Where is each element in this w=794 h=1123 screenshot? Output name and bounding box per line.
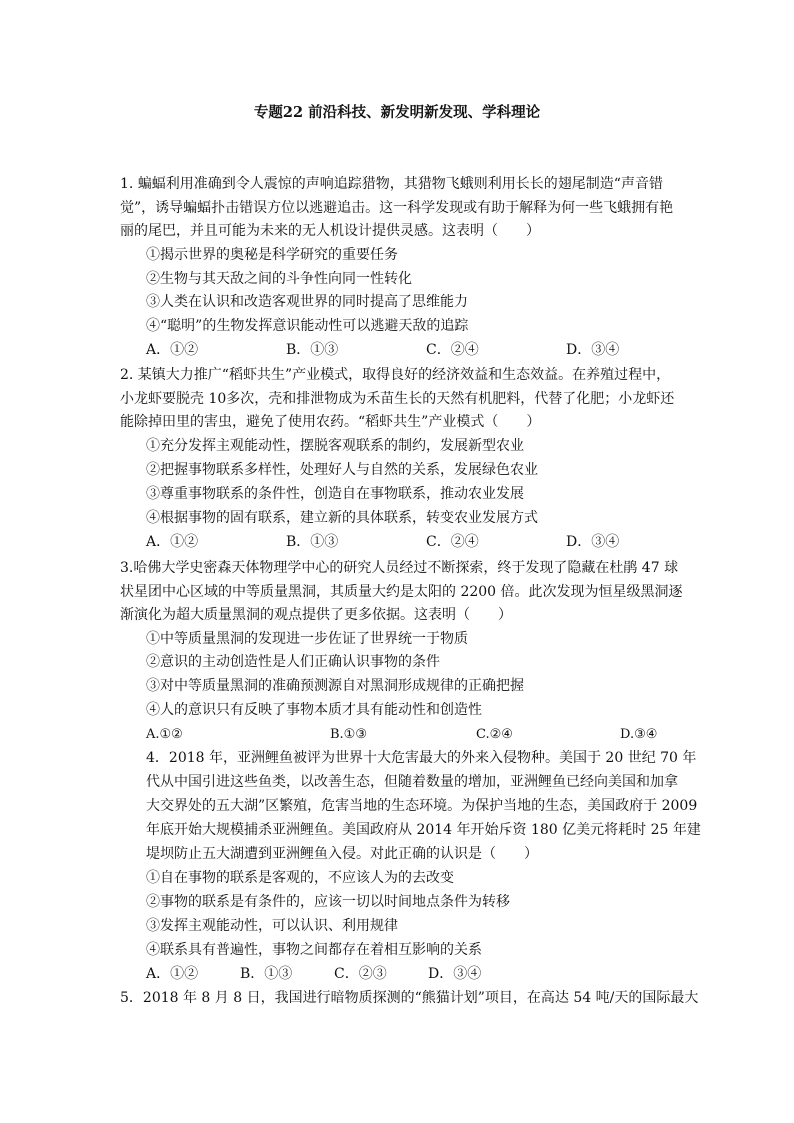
question-4-stem-line: 年底开始大规模捕杀亚洲鲤鱼。美国政府从 2014 年开始斥资 180 亿美元将耗时 25 年建 <box>146 822 701 838</box>
question-2-statement: ③尊重事物联系的条件性，创造自在事物联系，推动农业发展 <box>146 486 524 502</box>
option-d: D．③④ <box>428 966 482 982</box>
question-1-statement: ③人类在认识和改造客观世界的同时提高了思维能力 <box>146 294 468 310</box>
question-2-statement: ②把握事物联系多样性，处理好人与自然的关系，发展绿色农业 <box>146 462 538 478</box>
question-3-stem-line: 状星团中心区域的中等质量黑洞，其质量大约是太阳的 2200 倍。此次发现为恒星级黑洞逐 <box>120 584 683 600</box>
option-d: D．③④ <box>566 534 620 550</box>
question-4-stem-line: 堤坝防止五大湖遭到亚洲鲤鱼入侵。对此正确的认识是（ ） <box>146 846 538 862</box>
question-1-stem-line: 1. 蝙蝠利用准确到令人震惊的声响追踪猎物，其猎物飞蛾则利用长长的翅尾制造“声音错 <box>120 176 663 192</box>
question-1-statement: ①揭示世界的奥秘是科学研究的重要任务 <box>146 247 398 263</box>
question-3-stem-line: 3.哈佛大学史密森天体物理学中心的研究人员经过不断探索，终于发现了隐藏在杜鹃 47 球 <box>120 560 679 576</box>
question-3-statement: ②意识的主动创造性是人们正确认识事物的条件 <box>146 654 440 670</box>
question-2-stem-line: 小龙虾要脱壳 10多次，壳和排泄物成为禾苗生长的天然有机肥料，代替了化肥；小龙虾还 <box>120 391 675 407</box>
option-d: D.③④ <box>620 727 658 742</box>
option-d: D．③④ <box>566 342 620 358</box>
question-4-statement: ②事物的联系是有条件的，应该一切以时间地点条件为转移 <box>146 894 510 910</box>
option-b: B．①③ <box>240 966 293 982</box>
option-a: A．①② <box>146 534 199 550</box>
question-4-stem-line: 代从中国引进这些鱼类，以改善生态，但随着数量的增加，亚洲鲤鱼已经向美国和加拿 <box>146 774 678 790</box>
question-3-statement: ①中等质量黑洞的发现进一步佐证了世界统一于物质 <box>146 631 468 647</box>
question-1-stem-line: 觉”，诱导蝙蝠扑击错误方位以逃避追击。这一科学发现或有助于解释为何一些飞蛾拥有艳 <box>120 200 674 216</box>
question-2-statement: ①充分发挥主观能动性，摆脱客观联系的制约，发展新型农业 <box>146 438 524 454</box>
document-title: 专题22 前沿科技、新发明新发现、学科理论 <box>253 104 541 121</box>
question-1-statement: ②生物与其天敌之间的斗争性向同一性转化 <box>146 271 412 287</box>
option-a: A．①② <box>146 342 199 358</box>
option-c: C.②④ <box>476 727 513 742</box>
option-a: A．①② <box>146 966 199 982</box>
option-c: C．②④ <box>426 534 479 550</box>
question-2-stem-line: 2. 某镇大力推广“稻虾共生”产业模式，取得良好的经济效益和生态效益。在养殖过程中， <box>120 367 671 383</box>
option-b: B.①③ <box>330 727 367 742</box>
question-5-stem-line: 5．2018 年 8 月 8 日，我国进行暗物质探测的“熊猫计划”项目，在高达 54 吨/天的国际最大 <box>120 990 699 1006</box>
question-1-statement: ④“聪明”的生物发挥意识能动性可以逃避天敌的追踪 <box>146 318 469 334</box>
question-4-statement: ③发挥主观能动性，可以认识、利用规律 <box>146 918 398 934</box>
question-4-stem-line: 4．2018 年，亚洲鲤鱼被评为世界十大危害最大的外来入侵物种。美国于 20 世纪 70 年 <box>146 750 697 766</box>
question-3-statement: ③对中等质量黑洞的准确预测源自对黑洞形成规律的正确把握 <box>146 678 524 694</box>
option-a: A.①② <box>146 727 183 742</box>
question-2-statement: ④根据事物的固有联系，建立新的具体联系，转变农业发展方式 <box>146 510 538 526</box>
option-c: C．②③ <box>334 966 387 982</box>
option-c: C．②④ <box>426 342 479 358</box>
question-4-statement: ④联系具有普遍性，事物之间都存在着相互影响的关系 <box>146 942 482 958</box>
question-3-stem-line: 渐演化为超大质量黑洞的观点提供了更多依据。这表明（ ） <box>120 607 512 623</box>
question-4-stem-line: 大交界处的五大湖”区繁殖，危害当地的生态环境。为保护当地的生态，美国政府于 2009 <box>146 798 698 814</box>
question-3-statement: ④人的意识只有反映了事物本质才具有能动性和创造性 <box>146 702 482 718</box>
option-b: B．①③ <box>286 342 339 358</box>
question-4-statement: ①自在事物的联系是客观的，不应该人为的去改变 <box>146 870 454 886</box>
question-2-stem-line: 能除掉田里的害虫，避免了使用农药。“稻虾共生”产业模式（ ） <box>120 414 541 430</box>
option-b: B．①③ <box>286 534 339 550</box>
question-1-stem-line: 丽的尾巴，并且可能为未来的无人机设计提供灵感。这表明（ ） <box>120 223 540 239</box>
